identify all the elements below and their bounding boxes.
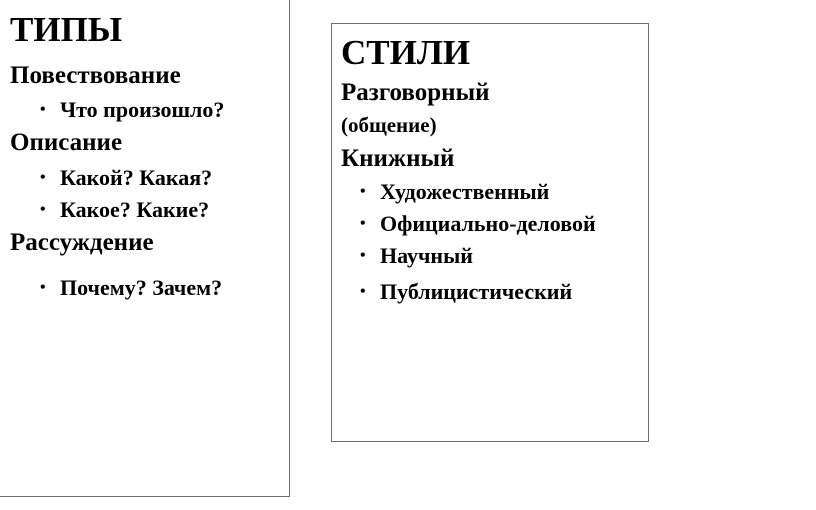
style-item — [360, 245, 473, 267]
type-item-text: Почему? Зачем? — [60, 275, 223, 300]
bullet-icon: • — [40, 201, 46, 218]
style-item-text: Официально-деловой — [380, 211, 596, 236]
bullet-icon: • — [40, 101, 46, 118]
type-item — [40, 99, 224, 121]
style-item — [360, 213, 596, 235]
bullet-icon: • — [40, 279, 46, 296]
type-item-text: Что произошло? — [60, 97, 225, 122]
styles-title: СТИЛИ — [341, 33, 471, 72]
type-item — [40, 199, 209, 221]
style-colloquial-note: (общение) — [341, 113, 437, 137]
bullet-icon: • — [360, 183, 366, 200]
bullet-icon: • — [360, 283, 366, 300]
type-item-text: Какой? Какая? — [60, 165, 213, 190]
style-item-text: Научный — [380, 243, 473, 268]
type-heading-reasoning: Рассуждение — [10, 229, 154, 256]
style-item-text: Публицистический — [380, 279, 573, 304]
type-item-text: Какое? Какие? — [60, 197, 210, 222]
style-colloquial: Разговорный — [341, 79, 490, 106]
style-bookish: Книжный — [341, 145, 455, 172]
type-item — [40, 167, 212, 189]
style-item-text: Художественный — [380, 179, 550, 204]
style-item — [360, 181, 549, 203]
style-item — [360, 281, 572, 303]
bullet-icon: • — [40, 169, 46, 186]
type-heading-description: Описание — [10, 129, 123, 156]
type-item — [40, 277, 222, 299]
type-heading-narration: Повествование — [10, 62, 181, 89]
bullet-icon: • — [360, 247, 366, 264]
bullet-icon: • — [360, 215, 366, 232]
types-title: ТИПЫ — [10, 10, 123, 49]
